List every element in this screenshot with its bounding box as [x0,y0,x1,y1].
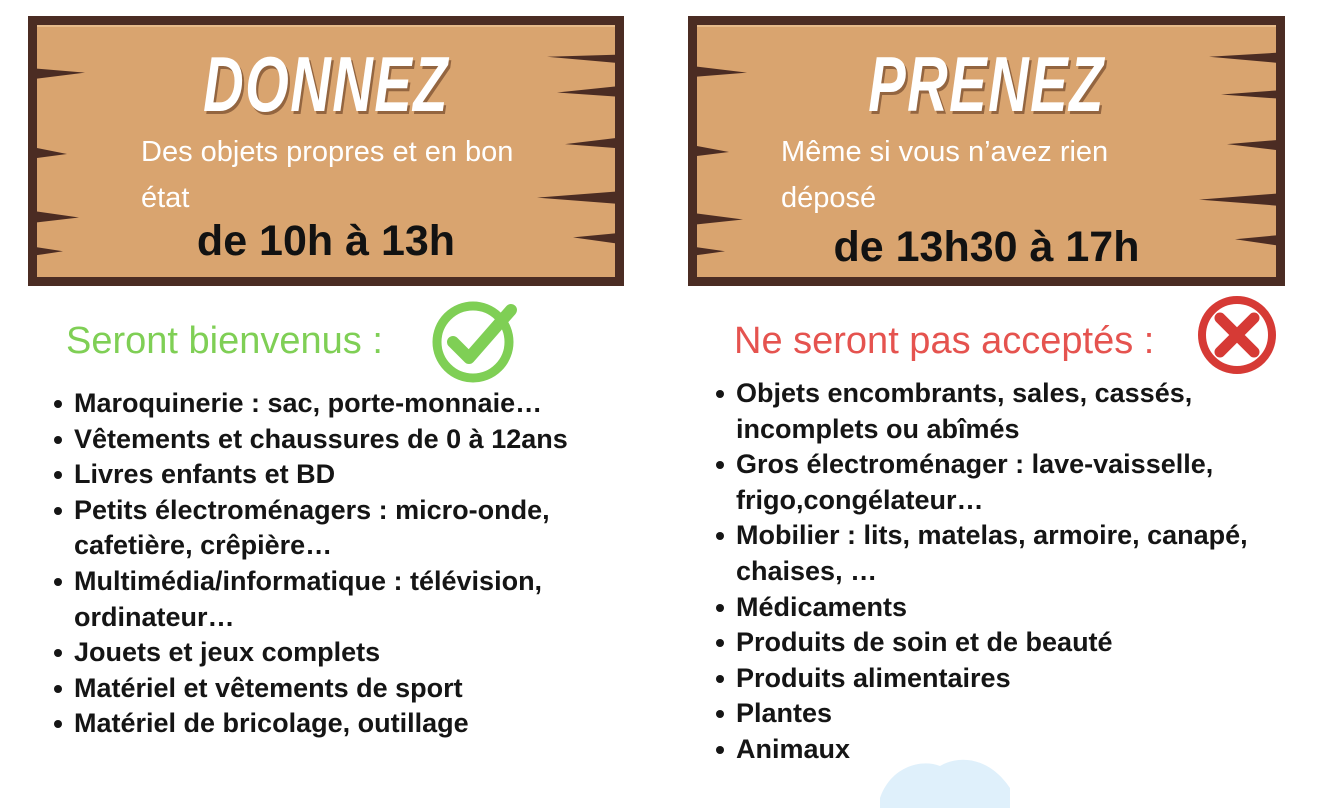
list-item: Animaux [714,732,1314,768]
wood-plank [697,25,1276,277]
list-item: Matériel de bricolage, outillage [52,706,652,742]
donnez-sign [28,16,624,286]
prenez-sign [688,16,1285,286]
accepted-list [52,386,652,742]
accepted-heading: Seront bienvenus : [66,320,383,362]
list-item: Multimédia/informatique : télévision, ordinateur… [52,564,634,635]
donnez-hours: de 10h à 13h [196,217,456,265]
list-item: Livres enfants et BD [52,457,652,493]
donnez-title: DONNEZ [203,40,449,128]
check-circle-icon [431,298,519,384]
list-item: Jouets et jeux complets [52,635,652,671]
cross-circle-icon [1196,294,1278,376]
list-item: Plantes [714,696,1314,732]
list-item: Objets encombrants, sales, cassés, incomplets ou abîmés [714,376,1256,447]
prenez-hours: de 13h30 à 17h [833,223,1140,271]
refused-heading: Ne seront pas acceptés : [734,320,1155,362]
prenez-subtitle: Même si vous n’avez rien déposé [781,136,1109,214]
list-item: Médicaments [714,590,1314,626]
wood-plank [37,25,615,277]
list-item: Produits de soin et de beauté [714,625,1314,661]
refused-list [714,376,1314,768]
water-splash-decoration [870,748,1020,808]
list-item: Matériel et vêtements de sport [52,671,652,707]
donnez-subtitle: Des objets propres et en bon état [141,136,514,214]
list-item: Gros électroménager : lave-vaisselle, frigo,congélateur… [714,447,1266,518]
list-item: Produits alimentaires [714,661,1314,697]
list-item: Mobilier : lits, matelas, armoire, canapé, chaises, … [714,518,1316,589]
prenez-title: PRENEZ [868,40,1105,128]
list-item: Maroquinerie : sac, porte-monnaie… [52,386,652,422]
list-item: Vêtements et chaussures de 0 à 12ans [52,422,652,458]
list-item: Petits électroménagers : micro-onde, cafetière, crêpière… [52,493,634,564]
